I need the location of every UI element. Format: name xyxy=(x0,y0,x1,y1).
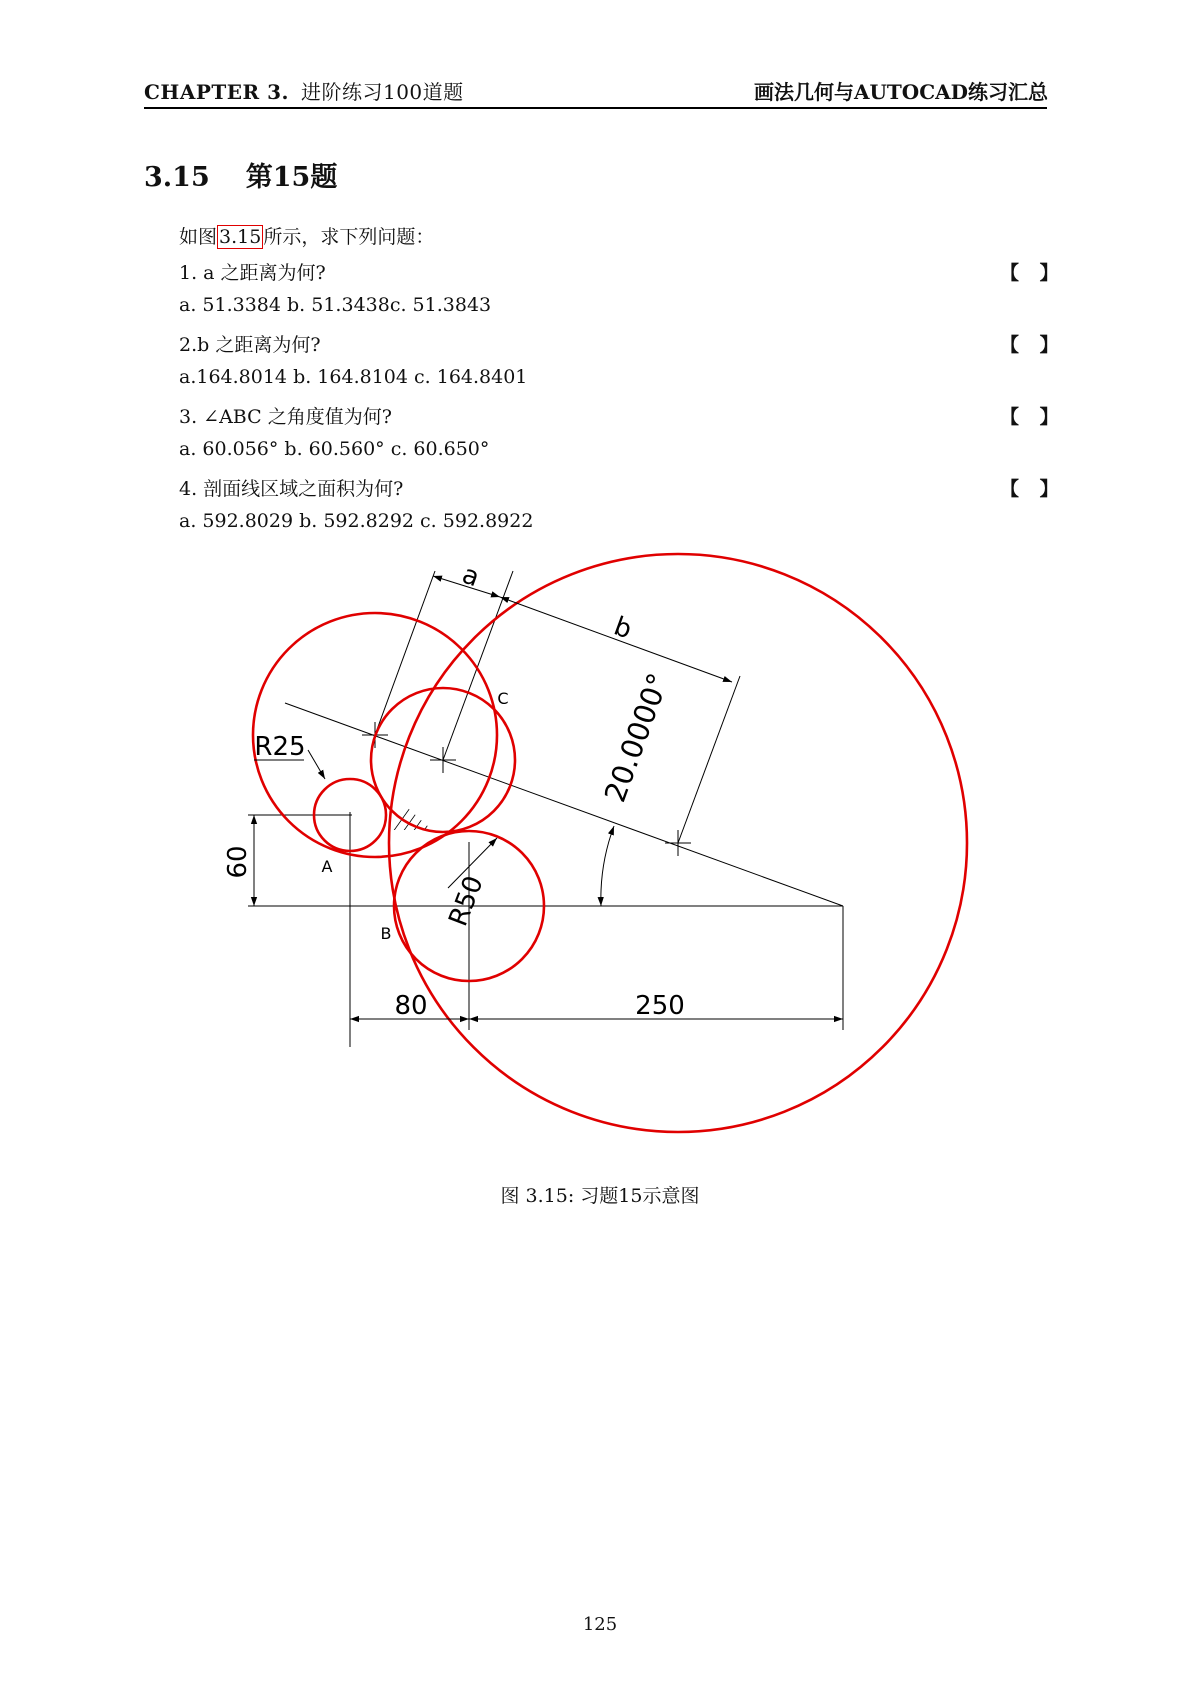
label-a: a xyxy=(458,559,484,594)
construction-lines xyxy=(248,571,843,1047)
answer-bracket-4: 【 】 xyxy=(1000,478,1059,500)
question-2: 2.b 之距离为何? xyxy=(179,334,321,356)
chapter-label: CHAPTER 3. xyxy=(144,80,289,104)
figure-labels xyxy=(223,560,685,1021)
running-header-book-title: 画法几何与AUTOCAD练习汇总 xyxy=(753,80,1048,104)
figure-reference-link[interactable]: 3.15 xyxy=(219,226,262,248)
label-angle: 20.0000° xyxy=(597,668,676,807)
label-dim-60: 60 xyxy=(223,845,253,879)
options-4: a. 592.8029 b. 592.8292 c. 592.8922 xyxy=(179,510,534,532)
label-r50: R50 xyxy=(443,871,490,931)
label-r25: R25 xyxy=(254,732,306,762)
dim-angle-arc xyxy=(601,826,614,906)
question-3: 3. ∠ABC 之角度值为何? xyxy=(179,406,392,428)
label-point-c: C xyxy=(497,689,509,708)
extension-line-a-left xyxy=(375,571,435,735)
label-point-b: B xyxy=(380,924,392,943)
label-dim-80: 80 xyxy=(394,991,428,1021)
intro-suffix: 所示，求下列问题： xyxy=(263,226,435,248)
intro-prefix: 如图 xyxy=(179,226,218,248)
label-b: b xyxy=(609,611,636,646)
page-number: 125 xyxy=(582,1614,618,1635)
label-point-a: A xyxy=(321,857,333,876)
label-dim-250: 250 xyxy=(635,991,685,1021)
options-2: a.164.8014 b. 164.8104 c. 164.8401 xyxy=(179,366,528,388)
options-1: a. 51.3384 b. 51.3438c. 51.3843 xyxy=(179,294,492,316)
section-title: 第15题 xyxy=(245,162,338,193)
options-3: a. 60.056° b. 60.560° c. 60.650° xyxy=(179,438,490,460)
circles xyxy=(253,554,967,1132)
figure-caption: 图 3.15: 习题15示意图 xyxy=(500,1185,700,1207)
answer-bracket-1: 【 】 xyxy=(1000,262,1059,284)
leader-r25 xyxy=(308,750,325,779)
extension-line-b-right xyxy=(678,676,740,843)
inclined-line xyxy=(285,703,843,906)
section-number: 3.15 xyxy=(144,162,210,193)
extension-line-a-right xyxy=(443,571,513,760)
question-4: 4. 剖面线区域之面积为何? xyxy=(179,478,404,500)
question-1: 1. a 之距离为何? xyxy=(179,262,326,284)
answer-bracket-2: 【 】 xyxy=(1000,334,1059,356)
dimension-lines xyxy=(254,576,843,1019)
chapter-title: 进阶练习100道题 xyxy=(300,80,464,104)
answer-bracket-3: 【 】 xyxy=(1000,406,1059,428)
